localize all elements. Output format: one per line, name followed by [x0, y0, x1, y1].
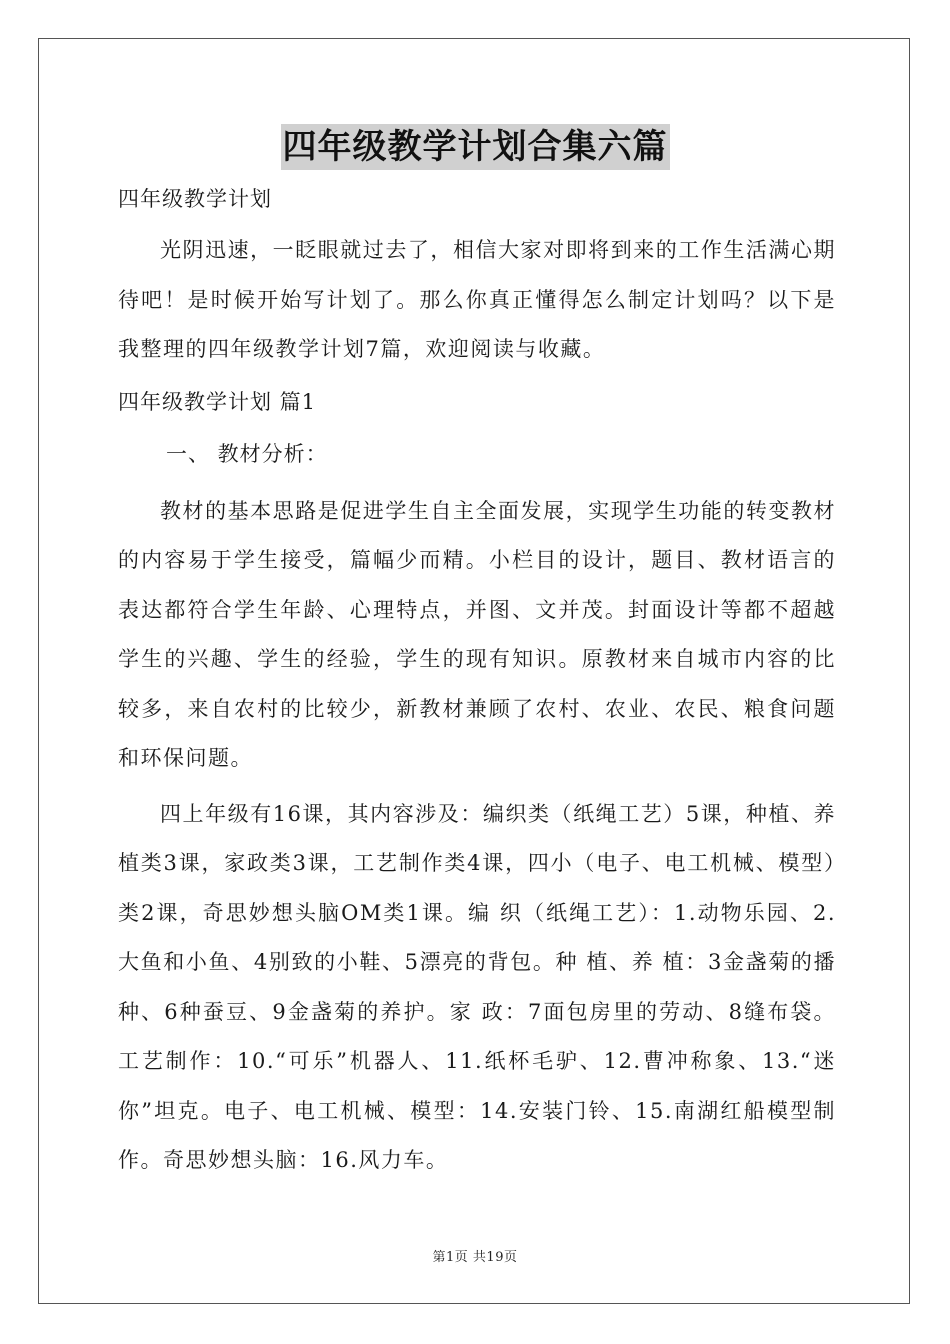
body-paragraph: 教材的基本思路是促进学生自主全面发展，实现学生功能的转变教材的内容易于学生接受，篇幅少而精。小栏目的设计，题目、教材语言的表达都符合学生年龄、心理特点，并图、文并茂。封面设计等都不超越学生的兴趣、学生的经验，学生的现有知识。原教材来自城市内容的比较多，来自农村的比较少，新教材兼顾了农村、农业、农民、粮食问题和环保问题。 — [118, 498, 836, 770]
subsection-heading: 一、 教材分析： — [166, 441, 328, 466]
page-footer: 第1页 共19页 — [432, 1250, 518, 1265]
document-title: 四年级教学计划合集六篇 — [281, 124, 670, 170]
document-body — [118, 178, 836, 1186]
intro-paragraph: 光阴迅速，一眨眼就过去了，相信大家对即将到来的工作生活满心期待吧！是时候开始写计划了。那么你真正懂得怎么制定计划吗？以下是我整理的四年级教学计划7篇，欢迎阅读与收藏。 — [118, 238, 836, 361]
section-heading: 四年级教学计划 篇1 — [118, 389, 317, 414]
body-paragraph: 四上年级有16课，其内容涉及：编织类（纸绳工艺）5课，种植、养植类3课，家政类3课，工艺制作类4课，四小（电子、电工机械、模型）类2课，奇思妙想头脑OM类1课。编 织（纸绳工艺）：1.动物乐园、2.大鱼和小鱼、4别致的小鞋、5漂亮的背包。种 植、养 植：3金盏菊的播种、6种蚕豆、9金盏菊的养护。家 政：7面包房里的劳动、8缝布袋。工艺制作：10.“可乐”机器人、11.纸杯毛驴、12.曹冲称象、13.“迷你”坦克。电子、电工机械、模型：14.安装门铃、15.南湖红船模型制作。奇思妙想头脑：16.风力车。 — [118, 801, 836, 1172]
intro-heading: 四年级教学计划 — [118, 187, 272, 211]
title-container — [0, 124, 950, 170]
